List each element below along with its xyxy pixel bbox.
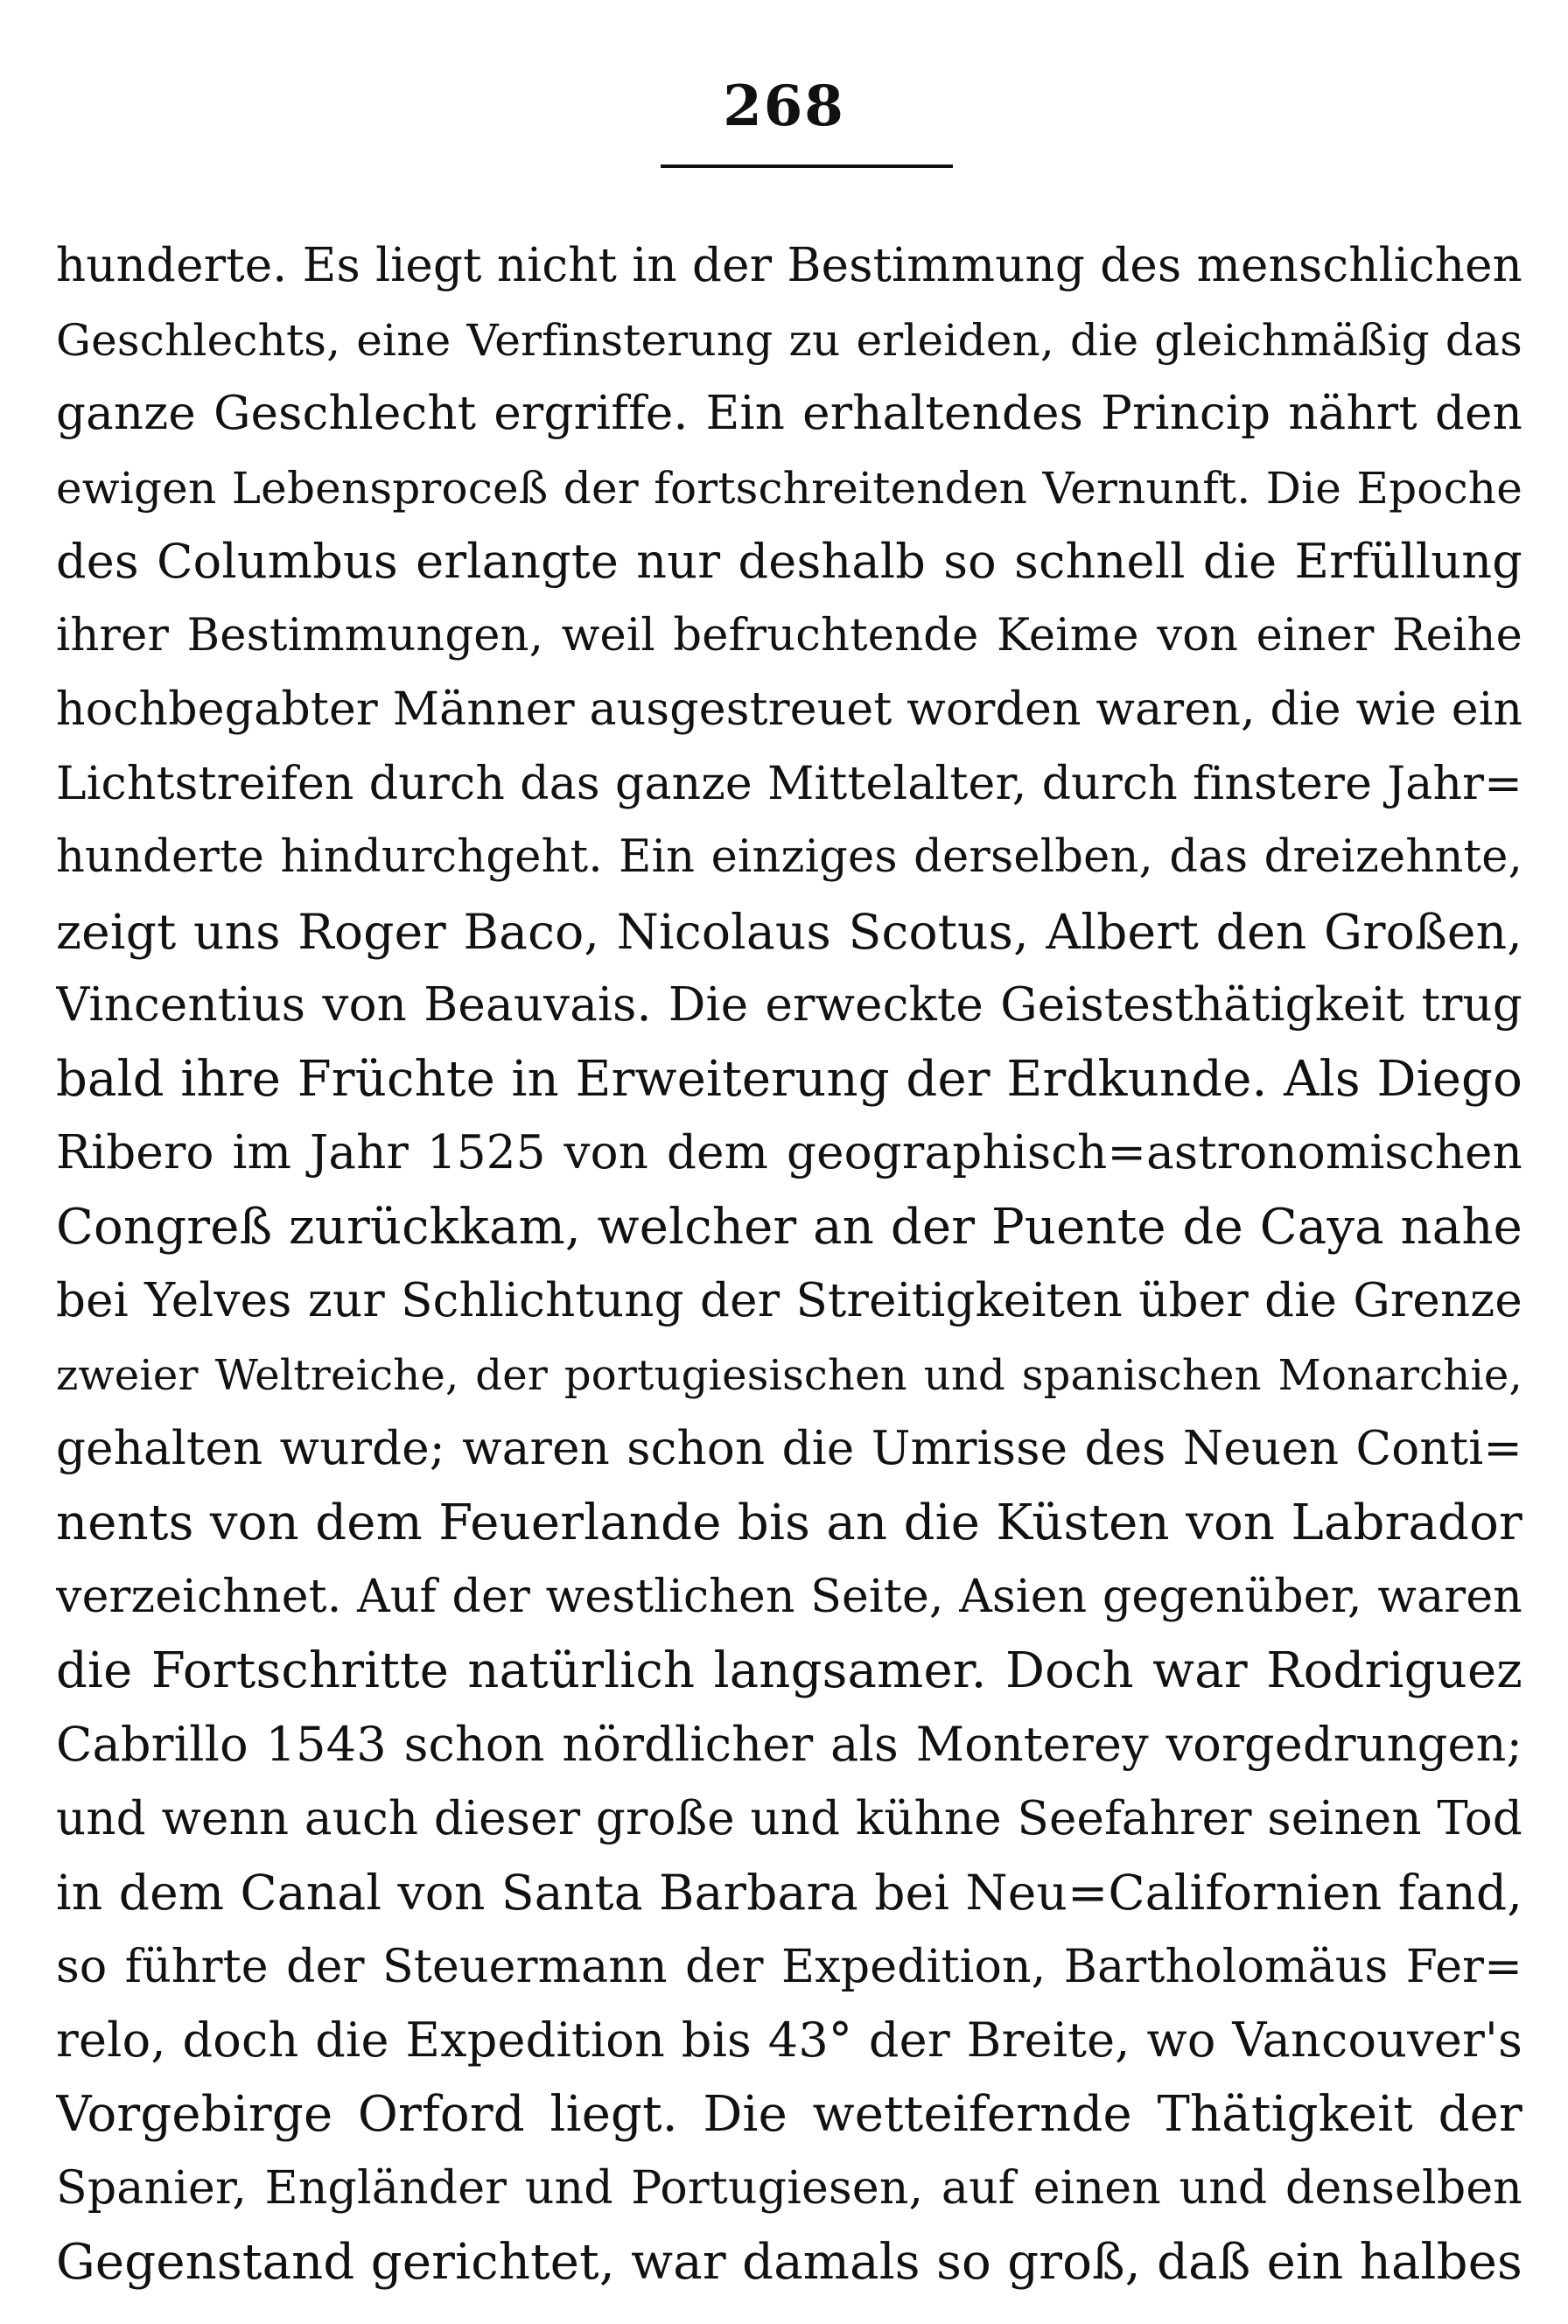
text-line: Gegenstand gerichtet, war damals so groß, daß ein halbes [56, 2233, 1522, 2291]
text-line: des Columbus erlangte nur deshalb so schnell die Erfüllung [56, 534, 1522, 589]
header-rule [661, 164, 953, 168]
text-line: zeigt uns Roger Baco, Nicolaus Scotus, Albert den Großen, [56, 903, 1522, 960]
text-line: Vorgebirge Orford liegt. Die wetteifernde Thätigkeit der [56, 2085, 1522, 2143]
text-line: Cabrillo 1543 schon nördlicher als Monterey vorgedrungen; [56, 1717, 1522, 1772]
text-line: Spanier, Engländer und Portugiesen, auf einen und denselben [56, 2162, 1522, 2215]
text-line: hunderte. Es liegt nicht in der Bestimmung des menschlichen [56, 239, 1522, 292]
text-line: ihrer Bestimmungen, weil befruchtende Keime von einer Reihe [56, 609, 1522, 662]
text-line: hochbegabter Männer ausgestreuet worden waren, die wie ein [56, 683, 1522, 736]
body-text [56, 229, 1522, 2300]
text-line: nents von dem Feuerlande bis an die Küsten von Labrador [56, 1494, 1522, 1551]
text-line: zweier Weltreiche, der portugiesischen und spanischen Monarchie, [56, 1350, 1522, 1400]
text-line: Lichtstreifen durch das ganze Mittelalter, durch finstere Jahr= [56, 757, 1522, 810]
text-line: und wenn auch dieser große und kühne Seefahrer seinen Tod [56, 1791, 1522, 1845]
text-line: relo, doch die Expedition bis 43° der Breite, wo Vancouver's [56, 2012, 1522, 2068]
text-line: gehalten wurde; waren schon die Umrisse des Neuen Conti= [56, 1422, 1522, 1475]
text-line: Geschlechts, eine Verfinsterung zu erleiden, die gleichmäßig das [56, 314, 1522, 366]
text-line: Ribero im Jahr 1525 von dem geographisch=astronomischen [56, 1126, 1522, 1180]
text-line: so führte der Steuermann der Expedition, Bartholomäus Fer= [56, 1940, 1522, 1993]
text-line: die Fortschritte natürlich langsamer. Doch war Rodriguez [56, 1642, 1522, 1699]
text-line: in dem Canal von Santa Barbara bei Neu=Californien fand, [56, 1865, 1522, 1921]
text-line: ganze Geschlecht ergriffe. Ein erhaltendes Princip nährt den [56, 387, 1522, 440]
text-line: Congreß zurückkam, welcher an der Puente de Caya nahe [56, 1198, 1522, 1256]
text-line: verzeichnet. Auf der westlichen Seite, Asien gegenüber, waren [56, 1571, 1522, 1623]
text-line: ewigen Lebensproceß der fortschreitenden Vernunft. Die Epoche [56, 462, 1522, 514]
page-number: 268 [723, 74, 845, 139]
text-line: hunderte hindurchgeht. Ein einziges derselben, das dreizehnte, [56, 831, 1522, 883]
text-line: bei Yelves zur Schlichtung der Streitigkeiten über die Grenze [56, 1274, 1522, 1327]
text-line: Vincentius von Beauvais. Die erweckte Geistesthätigkeit trug [56, 978, 1522, 1032]
text-line: bald ihre Früchte in Erweiterung der Erdkunde. Als Diego [56, 1050, 1522, 1108]
